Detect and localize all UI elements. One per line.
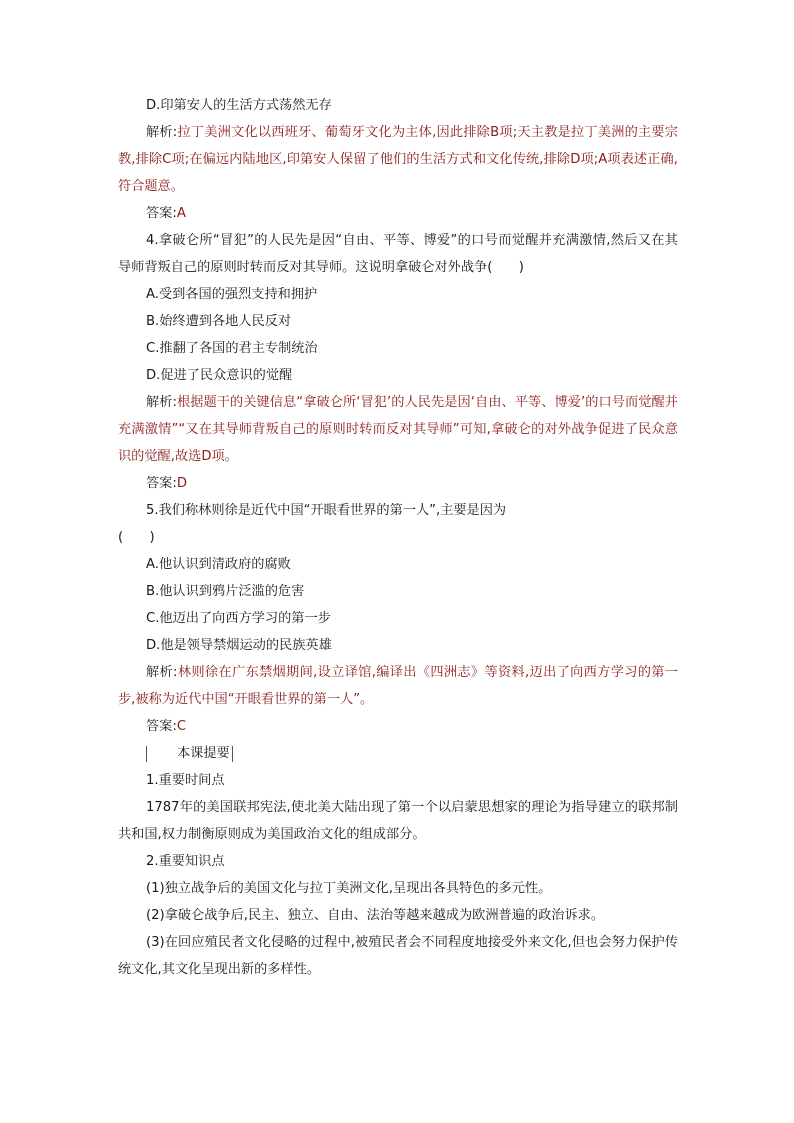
summary-section-2-title: 2.重要知识点 (146, 854, 225, 869)
q5-answer-label: 答案: (146, 719, 177, 734)
q5-option-a: A.他认识到清政府的腐败 (146, 557, 291, 572)
summary-section-1-title: 1.重要时间点 (146, 773, 225, 788)
summary-point-1: (1)独立战争后的美国文化与拉丁美洲文化,呈现出各具特色的多元性。 (146, 881, 552, 896)
q4-option-c: C.推翻了各国的君主专制统治 (146, 341, 318, 356)
q4-analysis-text: 根据题干的关键信息“拿破仑所‘冒犯’的人民先是因‘自由、平等、博爱’的口号而觉醒并充满激情”“又在其导师背叛自己的原则时转而反对其导师”可知,拿破仑的对外战争促进了民众意识的觉醒,故选D项。 (118, 395, 678, 464)
q3-answer-label: 答案: (146, 206, 177, 221)
q4-answer (118, 470, 678, 497)
q3-answer (118, 200, 678, 227)
q4-stem: 4.拿破仑所“冒犯”的人民先是因“自由、平等、博爱”的口号而觉醒并充满激情,然后又在其导师背叛自己的原则时转而反对其导师。这说明拿破仑对外战争( ) (118, 233, 678, 275)
q5-stem: 5.我们称林则徐是近代中国“开眼看世界的第一人”,主要是因为 (146, 503, 507, 518)
q5-option-c: C.他迈出了向西方学习的第一步 (146, 611, 331, 626)
q5-option-d: D.他是领导禁烟运动的民族英雄 (146, 638, 332, 653)
q4-option-d: D.促进了民众意识的觉醒 (146, 368, 293, 383)
document-body (118, 92, 678, 983)
q5-answer (118, 713, 678, 740)
q3-answer-value: A (176, 206, 186, 221)
q4-analysis (118, 389, 678, 470)
q4-option-b: B.始终遭到各地人民反对 (146, 314, 292, 329)
summary-section-1-text: 1787年的美国联邦宪法,使北美大陆出现了第一个以启蒙思想家的理论为指导建立的联邦制共和国,权力制衡原则成为美国政治文化的组成部分。 (118, 800, 678, 842)
summary-heading-line (118, 740, 678, 767)
q4-answer-value: D (176, 476, 187, 491)
q3-analysis (118, 119, 678, 200)
q5-analysis-label: 解析: (146, 665, 178, 680)
summary-heading: 本课提要 (146, 746, 233, 762)
q5-analysis-text: 林则徐在广东禁烟期间,设立译馆,编译出《四洲志》等资料,迈出了向西方学习的第一步,被称为近代中国“开眼看世界的第一人”。 (118, 665, 678, 707)
q5-answer-value: C (176, 719, 187, 734)
summary-point-3: (3)在回应殖民者文化侵略的过程中,被殖民者会不同程度地接受外来文化,但也会努力保护传统文化,其文化呈现出新的多样性。 (118, 935, 678, 977)
q5-analysis (118, 659, 678, 713)
summary-point-2: (2)拿破仑战争后,民主、独立、自由、法治等越来越成为欧洲普遍的政治诉求。 (146, 908, 605, 923)
q5-stem-paren: ( ) (118, 530, 155, 545)
q5-option-b: B.他认识到鸦片泛滥的危害 (146, 584, 305, 599)
q3-option-d: D.印第安人的生活方式荡然无存 (146, 98, 332, 113)
q4-option-a: A.受到各国的强烈支持和拥护 (146, 287, 318, 302)
q3-analysis-label: 解析: (146, 125, 178, 140)
q3-analysis-text: 拉丁美洲文化以西班牙、葡萄牙文化为主体,因此排除B项;天主教是拉丁美洲的主要宗教,排除C项;在偏远内陆地区,印第安人保留了他们的生活方式和文化传统,排除D项;A项表述正确,符合题意。 (118, 125, 678, 194)
q4-answer-label: 答案: (146, 476, 177, 491)
q4-analysis-label: 解析: (146, 395, 177, 410)
